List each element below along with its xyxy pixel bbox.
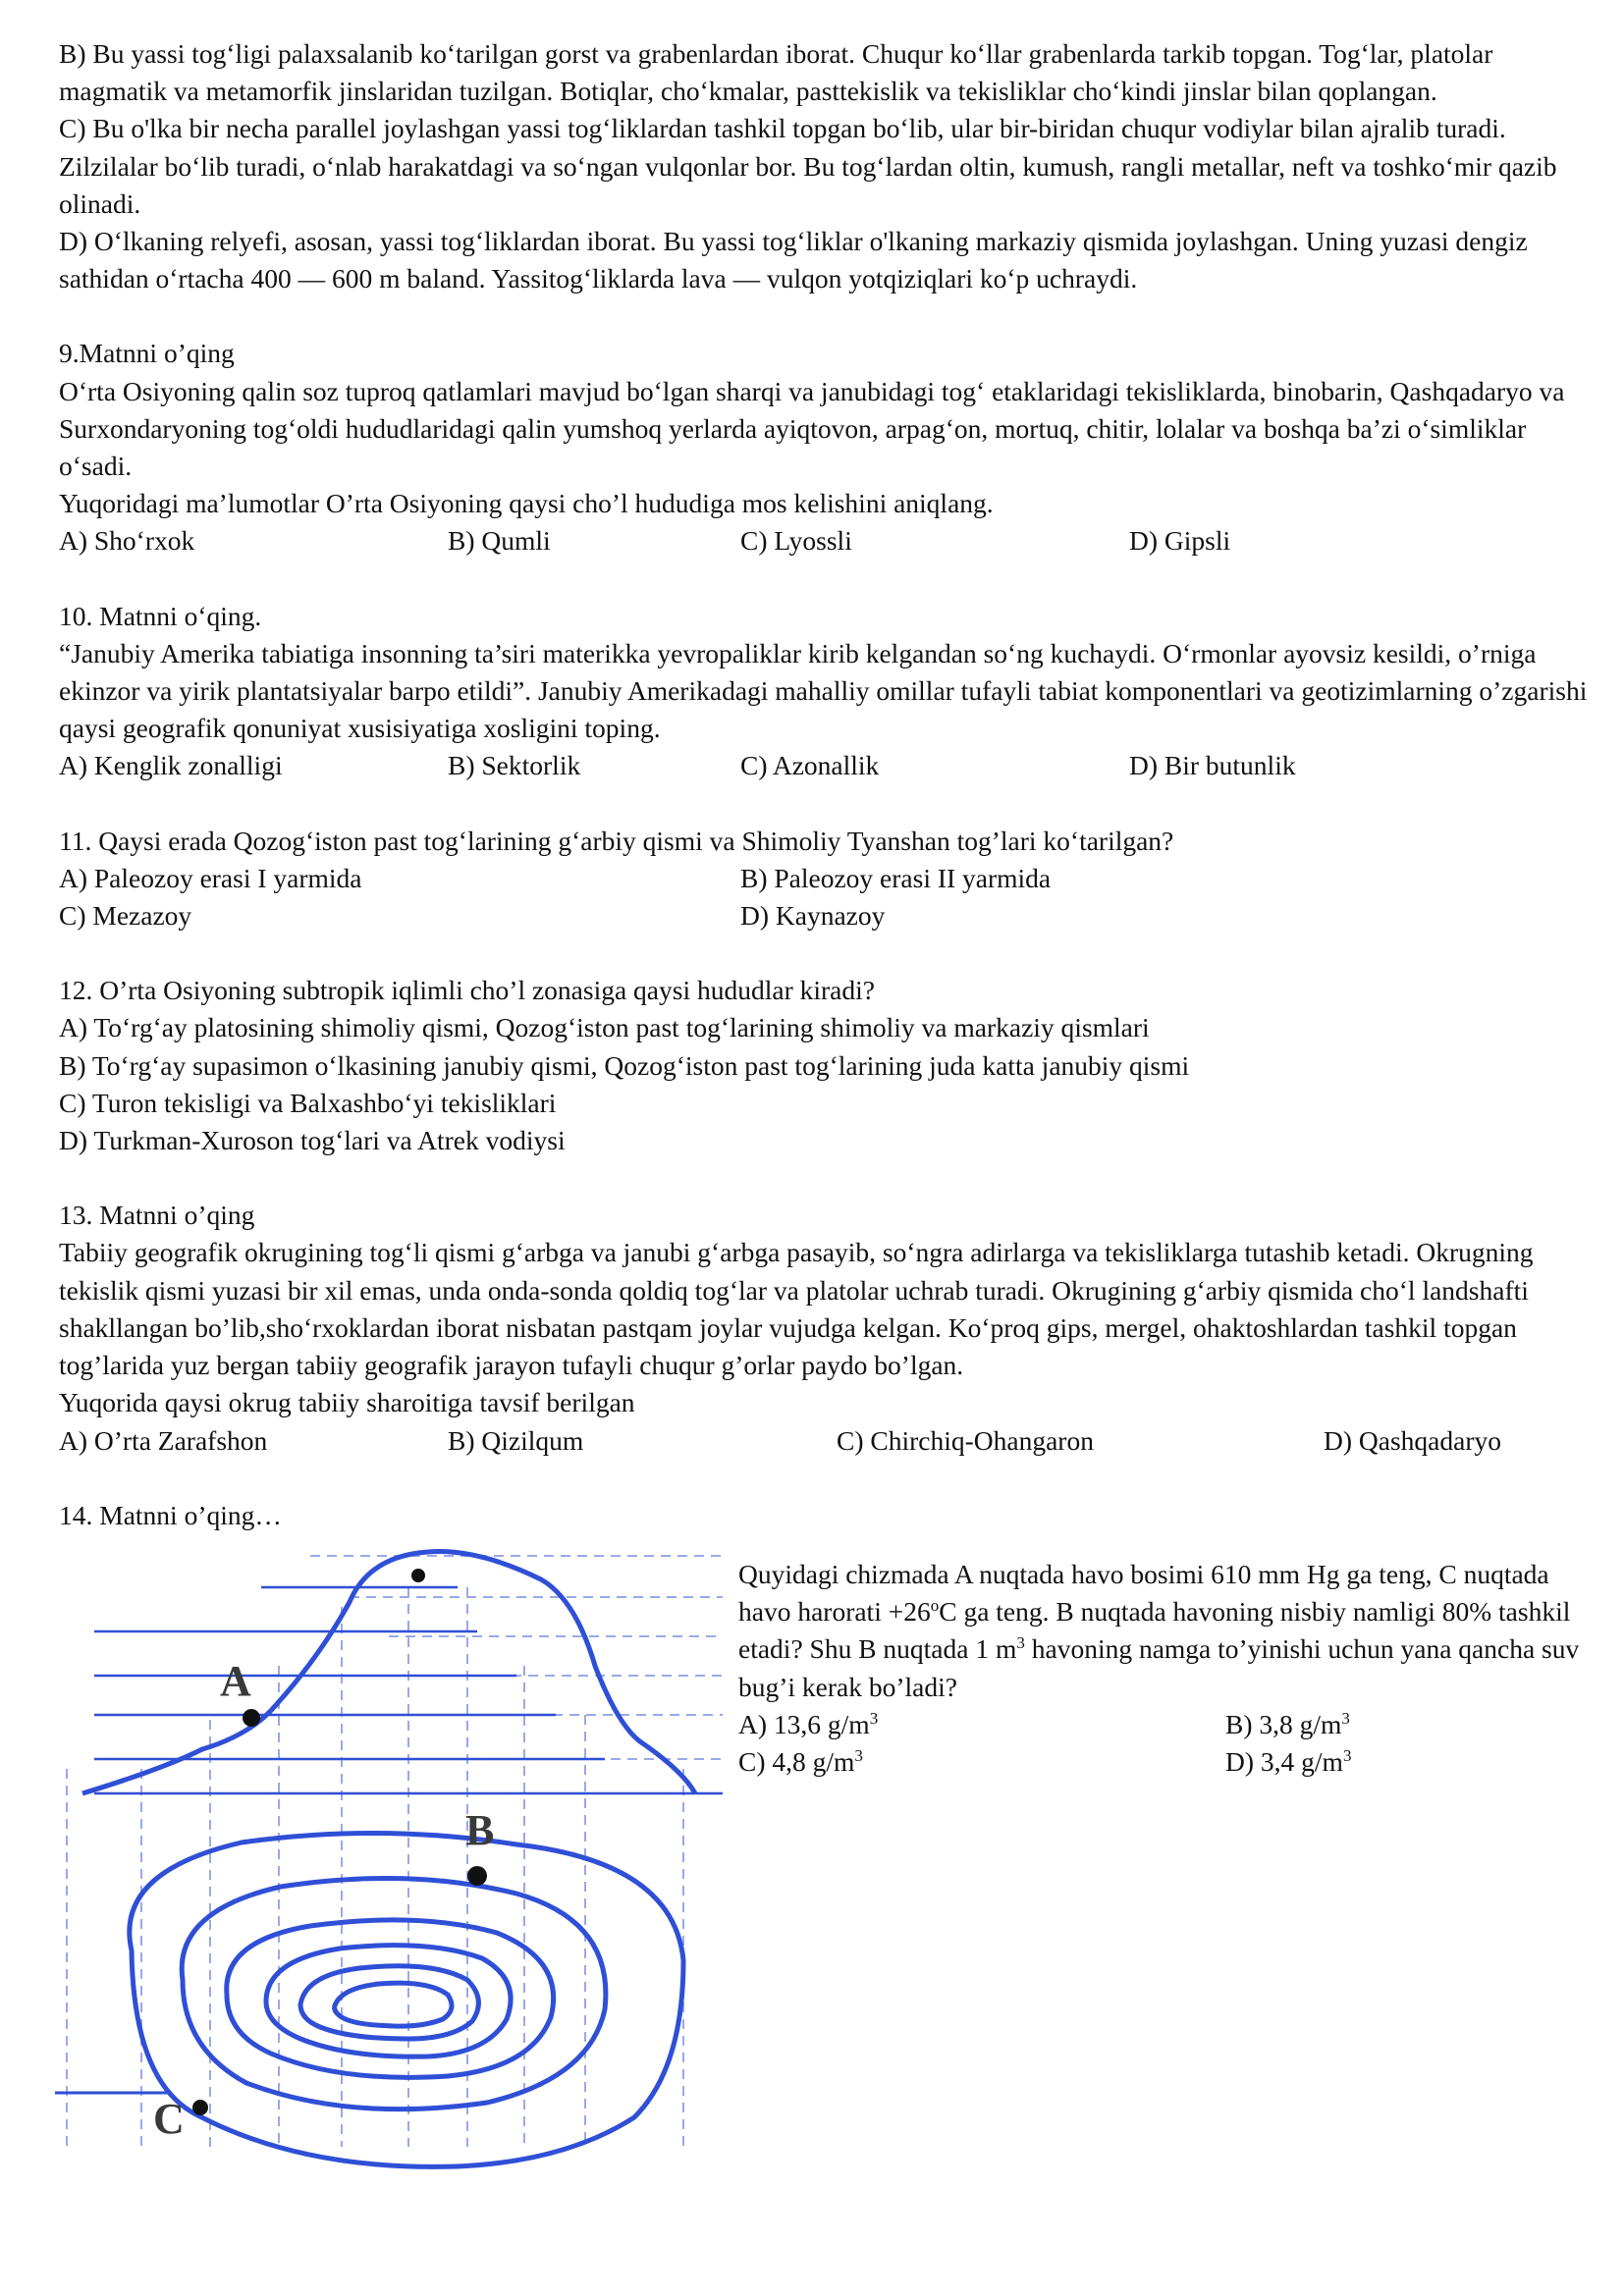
q10-text: “Janubiy Amerika tabiatiga insonning ta’siri materikka yevropaliklar kirib kelgandan so‘ng kuchaydi. O‘rmonlar ayovsiz kesildi, o’rniga ekinzor va yirik plantatsiyalar barpo etildi”. Janubiy Amerikadagi mahalliy omillar tufayli tabiat komponentlari va geotizimlarning o’zgarishi qaysi geografik qonuniyat xusisiyatiga xosligini toping.: [59, 637, 1588, 744]
q14-option-a: A) 13,6 $g/m^3$: [738, 1708, 879, 1739]
q8-option-b: B) Bu yassi tog‘ligi palaxsalanib ko‘tarilgan gorst va grabenlardan iborat. Chuqur ko‘llar grabenlarda tarkib topgan. Tog‘lar, platolar magmatik va metamorfik jinslaridan tuzilgan. Botiqlar, cho‘kmalar, pasttekislik va tekisliklar cho‘kindi jinslar bilan qoplangan.: [59, 38, 1493, 107]
point-b-label: B: [465, 1805, 495, 1854]
q8-option-c: C) Bu o'lka bir necha parallel joylashgan yassi tog‘liklardan tashkil topgan bo‘lib, ular bir-biridan chuqur vodiylar bilan ajralib turadi. Zilzilalar bo‘lib turadi, o‘nlab harakatdagi va so‘ngan vulqonlar bor. Bu tog‘lardan oltin, kumush, rangli metallar, neft va toshko‘mir qazib olinadi.: [59, 113, 1557, 219]
q9-text: O‘rta Osiyoning qalin soz tuproq qatlamlari mavjud bo‘lgan sharqi va janubidagi tog‘ etaklaridagi tekisliklarda, binobarin, Qashqadaryo va Surxondaryoning tog‘oldi hududlaridagi qalin yumshoq yerlarda ayiqtovon, arpag‘on, mortuq, chitir, lolalar va boshqa ba’zi o‘simliklar o‘sadi.: [59, 375, 1565, 482]
q9-question: Yuqoridagi ma’lumotlar O’rta Osiyoning qaysi cho’l hududiga mos kelishini aniqlang.: [59, 488, 994, 519]
q9-options: [59, 522, 1591, 560]
q13-text: Tabiiy geografik okrugining tog‘li qismi g‘arbga va janubi g‘arbga pasayib, so‘ngra adirlarga va tekisliklarga tutashib ketadi. Okrugning tekislik qismi yuzasi bir xil emas, unda onda-sonda qoldiq tog‘lar va platolar uchrab turadi. Okrugining g‘arbiy qismida cho‘l landshafti shakllangan bo’lib,sho‘rxoklardan iborat nisbatan pastqam joylar vujudga kelgan. Ko‘proq gips, mergel, ohaktoshlardan tashkil topgan tog’larida yuz bergan tabiiy geografik jarayon tufayli chuqur g’orlar paydo bo’lgan.: [59, 1237, 1534, 1381]
q10-options: [59, 747, 1591, 784]
q14-text: [738, 1556, 1593, 1706]
q9-option-a: A) Sho‘rxok: [59, 525, 195, 557]
q10-option-a: A) Kenglik zonalligi: [59, 750, 283, 781]
q10-option-b: B) Sektorlik: [448, 750, 581, 781]
q8-option-d: D) O‘lkaning relyefi, asosan, yassi tog‘liklardan iborat. Bu yassi tog‘liklar o'lkaning markaziy qismida joylashgan. Uning yuzasi dengiz sathidan o‘rtacha 400 — 600 m baland. Yassitog‘liklarda lava — vulqon yotqiziqlari ko‘p uchraydi.: [59, 226, 1528, 294]
degree-sup: o: [930, 1595, 940, 1615]
contour-lines: [130, 1833, 683, 2166]
q10-option-d: D) Bir butunlik: [1129, 750, 1296, 781]
q13-option-a: A) O’rta Zarafshon: [59, 1424, 268, 1456]
point-c-label: C: [153, 2094, 185, 2143]
q13-heading: 13. Matnni o’qing: [59, 1200, 255, 1231]
q11-question: 11. Qaysi erada Qozog‘iston past tog‘larining g‘arbiy qismi va Shimoliy Tyanshan tog’lari ko‘tarilgan?: [59, 825, 1174, 856]
q14-block: [59, 1534, 1591, 2241]
q14-text-column: [738, 1556, 1593, 1781]
q13-option-b: B) Qizilqum: [448, 1424, 584, 1456]
q14-text-part2: C ga teng. B nuqtada havoning nisbiy namligi 80% tashkil etadi? Shu B nuqtada 1 m: [738, 1596, 1571, 1665]
q12-option-d: D) Turkman-Xuroson tog‘lari va Atrek vodiysi: [59, 1125, 566, 1156]
q14-text-part3: havoning namga to’yinishi uchun yana qancha suv bug’i kerak bo’ladi?: [738, 1633, 1580, 1702]
q11-options-row2: [59, 897, 1591, 934]
point-c-marker: [192, 2100, 208, 2115]
q14-option-c: C) 4,8 $g/m^3$: [738, 1745, 863, 1777]
q11-option-a: A) Paleozoy erasi I yarmida: [59, 862, 362, 893]
q13-option-d: D) Qashqadaryo: [1324, 1424, 1501, 1456]
q10-option-c: C) Azonallik: [740, 750, 880, 781]
q14-option-b: B) 3,8 $g/m^3$: [1225, 1708, 1350, 1739]
cubic-sup: 3: [1016, 1633, 1025, 1653]
q14-options-row2: [738, 1743, 1593, 1781]
point-b-marker: [467, 1866, 487, 1886]
q9-heading: 9.Matnni o’qing: [59, 338, 235, 369]
q11-option-d: D) Kaynazoy: [740, 900, 886, 932]
q14-heading: 14. Matnni o’qing…: [59, 1499, 282, 1530]
q13-option-c: C) Chirchiq-Ohangaron: [837, 1424, 1094, 1456]
q14-text-part1: Quyidagi chizmada A nuqtada havo bosimi 610 mm Hg ga teng, C nuqtada havo harorati +26: [738, 1558, 1549, 1628]
point-a-marker: [243, 1709, 260, 1727]
q13-question: Yuqorida qaysi okrug tabiiy sharoitiga tavsif berilgan: [59, 1387, 635, 1418]
point-a-label: A: [220, 1656, 251, 1705]
q11-option-b: B) Paleozoy erasi II yarmida: [740, 862, 1052, 893]
q14-options-row1: [738, 1706, 1593, 1743]
q13-options: [59, 1422, 1591, 1460]
q9-option-b: B) Qumli: [448, 525, 551, 557]
worksheet-page: [59, 35, 1591, 2241]
q11-options-row1: [59, 860, 1591, 897]
q12-option-b: B) To‘rg‘ay supasimon o‘lkasining janubiy qismi, Qozog‘iston past tog‘larining juda katta janubiy qismi: [59, 1049, 1190, 1081]
q11-option-c: C) Mezazoy: [59, 900, 192, 932]
q10-heading: 10. Matnni o‘qing.: [59, 600, 262, 631]
q9-option-c: C) Lyossli: [740, 525, 852, 557]
q9-option-d: D) Gipsli: [1129, 525, 1231, 557]
q12-option-c: C) Turon tekisligi va Balxashbo‘yi tekisliklari: [59, 1087, 557, 1118]
terrain-profile-diagram: [55, 1548, 723, 2176]
q12-question: 12. O’rta Osiyoning subtropik iqlimli cho’l zonasiga qaysi hududlar kiradi?: [59, 975, 875, 1006]
q12-option-a: A) To‘rg‘ay platosining shimoliy qismi, Qozog‘iston past tog‘larining shimoliy va markaziy qismlari: [59, 1012, 1150, 1043]
point-summit-marker: [411, 1569, 425, 1582]
q14-option-d: D) 3,4 $g/m^3$: [1225, 1745, 1352, 1777]
